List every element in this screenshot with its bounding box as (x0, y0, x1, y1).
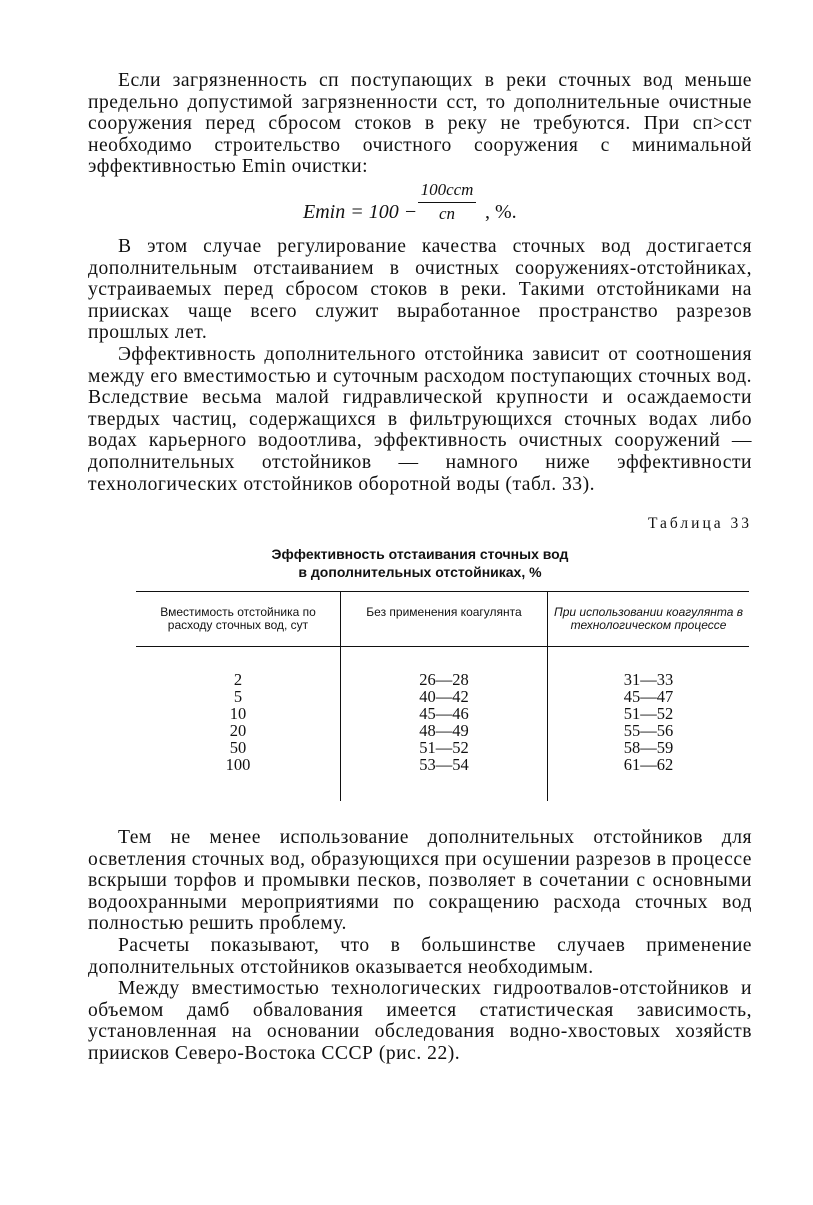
table-title-line-1: Эффективность отстаивания сточных вод (271, 546, 569, 563)
cell-without-coagulant: 40—42 (341, 688, 548, 705)
cell-capacity: 5 (233, 687, 243, 707)
header-without-coagulant: Без применения коагулянта (341, 592, 548, 647)
table-row (136, 688, 749, 705)
table-row (136, 722, 749, 739)
table-label: Таблица 33 (647, 515, 752, 533)
cell-with-coagulant: 58—59 (548, 739, 750, 756)
cell-capacity: 10 (229, 704, 247, 724)
cell-with-coagulant: 31—33 (548, 647, 750, 689)
formula-suffix: , %. (485, 200, 517, 223)
table-header-row (136, 592, 749, 647)
cell-with-coagulant: 51—52 (548, 705, 750, 722)
cell-capacity: 20 (229, 721, 247, 741)
cell-capacity: 2 (233, 670, 243, 690)
formula-denominator: cп (438, 203, 456, 223)
paragraph-dependency: Между вместимостью технологических гидроотвалов-отстойников и объемом дамб обвалования имеется статистическая зависимость, установленная на основании обследования водно-хвостовых хозяйств приисков Северо-Востока СССР (рис. 22). (88, 978, 752, 1065)
formula-numerator: 100cст (418, 180, 476, 203)
cell-capacity: 50 (229, 738, 247, 758)
formula-fraction (418, 180, 476, 224)
paragraph-regulation: В этом случае регулирование качества сточных вод достигается дополнительным отстаиванием в очистных сооружениях-отстойниках, устраиваемых перед сбросом стоков в реки. Такими отстойниками на приисках чаще всего служит выработанное пространство разрезов прошлых лет. (88, 235, 752, 344)
closing-section (88, 827, 752, 1065)
efficiency-table (136, 591, 749, 801)
formula-lhs: Emin = 100 − (303, 200, 418, 223)
document-page (88, 70, 752, 1065)
cell-without-coagulant: 26—28 (341, 647, 548, 689)
paragraph-efficiency: Эффективность дополнительного отстойника зависит от соотношения между его вместимостью и суточным расходом поступающих сточных вод. Вследствие весьма малой гидравлической крупности и осаждаемости твердых частиц, содержащихся в фильтрующихся сточных водах либо водах карьерного водоотлива, эффективность очистных сооружений — дополнительных отстойников — намного ниже эффективности технологических отстойников оборотной воды (табл. 33). (88, 343, 752, 495)
cell-capacity: 100 (225, 755, 251, 775)
table-row (136, 756, 749, 801)
cell-with-coagulant: 55—56 (548, 722, 750, 739)
header-with-coagulant: При использовании коагулянта в технологическом процессе (548, 592, 750, 647)
header-capacity: Вместимость отстойника по расходу сточных вод, сут (136, 592, 341, 647)
cell-without-coagulant: 51—52 (341, 739, 548, 756)
table-title (88, 545, 752, 581)
paragraph-intro: Если загрязненность сп поступающих в реки сточных вод меньше предельно допустимой загрязненности сст, то дополнительные очистные сооружения перед сбросом стоков в реку не требуются. При сп>сст необходимо строительство очистного сооружения с минимальной эффективностью Emin очистки: (88, 70, 752, 178)
cell-without-coagulant: 48—49 (341, 722, 548, 739)
paragraph-calculations: Расчеты показывают, что в большинстве случаев применение дополнительных отстойников оказывается необходимым. (88, 935, 752, 978)
table-row (136, 647, 749, 689)
cell-with-coagulant: 61—62 (548, 756, 750, 801)
formula-emin (88, 178, 752, 236)
cell-without-coagulant: 45—46 (341, 705, 548, 722)
cell-without-coagulant: 53—54 (341, 756, 548, 801)
table-row (136, 705, 749, 722)
paragraph-nevertheless: Тем не менее использование дополнительных отстойников для осветления сточных вод, образующихся при осушении разрезов в процессе вскрыши торфов и промывки песков, позволяет в сочетании с основными водоохранными мероприятиями по сокращению расхода сточных вод полностью решить проблему. (88, 827, 752, 935)
table-title-line-2: в дополнительных отстойниках, % (298, 564, 542, 581)
cell-with-coagulant: 45—47 (548, 688, 750, 705)
table-row (136, 739, 749, 756)
